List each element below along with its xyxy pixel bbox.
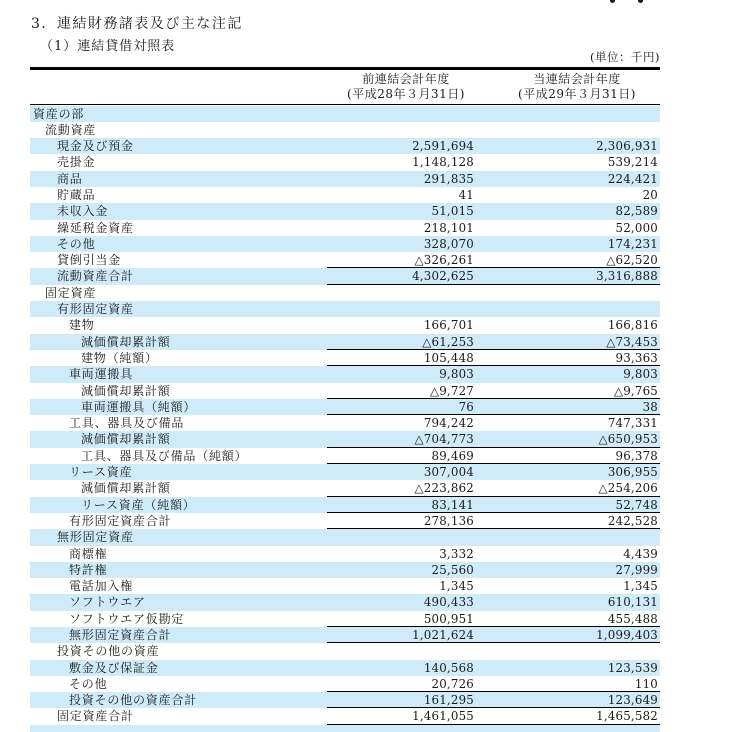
account-label: 無形固定資産合計 xyxy=(69,628,172,642)
amount-cells xyxy=(327,627,660,643)
amount-cells xyxy=(327,448,660,464)
table-row xyxy=(30,268,660,284)
amount-prev-year: 161,295 xyxy=(423,693,474,708)
amount-prev-year: 41 xyxy=(458,187,474,202)
account-label: 固定資産合計 xyxy=(57,709,134,724)
table-row xyxy=(30,513,660,529)
amount-prev-year: △326,261 xyxy=(414,253,474,268)
account-label: 車両運搬具（純額） xyxy=(81,399,197,414)
amount-prev-year: 105,448 xyxy=(423,350,474,365)
amount-cells xyxy=(327,660,660,676)
amount-prev-year: 89,469 xyxy=(431,448,474,463)
amount-prev-year xyxy=(327,301,474,317)
amount-prev-year xyxy=(327,106,474,122)
table-row xyxy=(30,350,660,366)
table-row xyxy=(30,643,660,659)
amount-curr-year: △650,953 xyxy=(598,432,658,447)
account-label: リース資産（純額） xyxy=(81,497,196,512)
table-row xyxy=(30,611,660,627)
table-row xyxy=(30,285,660,301)
amount-prev-year: 291,835 xyxy=(423,171,474,186)
amount-cells xyxy=(327,692,660,708)
table-row xyxy=(30,301,660,317)
amount-cells xyxy=(327,334,660,350)
table-row xyxy=(30,692,660,708)
amount-curr-year: 123,649 xyxy=(607,693,658,708)
amount-prev-year xyxy=(327,122,474,138)
table-row xyxy=(30,154,660,170)
account-label: 建物 xyxy=(69,318,95,333)
table-row xyxy=(30,106,660,122)
amount-curr-year: 9,803 xyxy=(623,367,658,382)
table-row xyxy=(30,236,660,252)
amount-prev-year: 76 xyxy=(458,399,474,414)
table-row xyxy=(30,334,660,350)
amount-cells xyxy=(327,154,660,170)
amount-curr-year: 3,316,888 xyxy=(596,269,658,284)
amount-curr-year: △62,520 xyxy=(606,253,658,268)
account-label: 固定資産 xyxy=(45,285,97,300)
column-header-prev-year xyxy=(330,72,482,101)
amount-cells xyxy=(327,594,660,610)
amount-curr-year: 610,131 xyxy=(607,595,658,610)
amount-prev-year: 20,726 xyxy=(431,676,474,691)
amount-curr-year: 747,331 xyxy=(607,416,658,431)
amount-cells xyxy=(327,708,660,724)
account-label: 売掛金 xyxy=(57,155,96,170)
amount-cells xyxy=(327,301,660,317)
amount-curr-year: 52,000 xyxy=(615,220,658,235)
amount-cells xyxy=(327,268,660,284)
account-label: 貸倒引当金 xyxy=(57,253,122,268)
amount-cells xyxy=(327,171,660,187)
amount-curr-year: 52,748 xyxy=(615,497,658,512)
amount-curr-year: 96,378 xyxy=(615,448,658,463)
account-label: その他 xyxy=(69,676,108,691)
amount-prev-year: 2,591,694 xyxy=(412,139,474,154)
table-row xyxy=(30,252,660,268)
amount-prev-year: △9,727 xyxy=(429,383,474,398)
amount-prev-year xyxy=(327,529,474,545)
amount-curr-year: △254,206 xyxy=(598,481,658,496)
account-label: 現金及び預金 xyxy=(57,139,134,154)
amount-curr-year: △73,453 xyxy=(606,334,658,349)
amount-cells xyxy=(327,562,660,578)
account-label: その他 xyxy=(57,236,96,251)
amount-curr-year: 242,528 xyxy=(607,513,658,528)
amount-prev-year: 51,015 xyxy=(431,204,474,219)
amount-curr-year xyxy=(474,122,660,138)
amount-curr-year: △9,765 xyxy=(613,383,658,398)
table-row xyxy=(30,529,660,545)
account-label: 車両運搬具 xyxy=(69,367,134,382)
amount-prev-year: 278,136 xyxy=(423,513,474,528)
account-label: ソフトウエア xyxy=(69,595,146,610)
account-label: 減価償却累計額 xyxy=(81,334,171,349)
amount-curr-year: 110 xyxy=(634,676,658,691)
amount-prev-year: 4,302,625 xyxy=(412,269,474,284)
table-row xyxy=(30,187,660,203)
amount-prev-year: 1,461,055 xyxy=(412,709,474,724)
table-row xyxy=(30,562,660,578)
amount-prev-year: △61,253 xyxy=(422,334,474,349)
unit-note: (単位：千円) xyxy=(590,50,660,64)
table-row xyxy=(30,431,660,447)
amount-prev-year: 25,560 xyxy=(431,562,474,577)
amount-prev-year: 1,148,128 xyxy=(412,155,474,170)
table-row xyxy=(30,448,660,464)
account-label: 工具、器具及び備品 xyxy=(69,416,185,431)
amount-cells xyxy=(327,546,660,562)
amount-cells xyxy=(327,431,660,447)
amount-prev-year: 140,568 xyxy=(423,660,474,675)
account-label: 貯蔵品 xyxy=(57,187,96,202)
amount-cells xyxy=(327,383,660,399)
amount-cells xyxy=(327,285,660,301)
amount-curr-year: 224,421 xyxy=(607,171,658,186)
table-row xyxy=(30,122,660,138)
amount-curr-year xyxy=(474,285,660,301)
account-label: 無形固定資産 xyxy=(57,530,134,545)
amount-prev-year: 83,141 xyxy=(431,497,474,512)
table-row xyxy=(30,578,660,594)
cropped-text-fragment xyxy=(638,0,643,3)
amount-cells xyxy=(327,513,660,529)
amount-cells xyxy=(327,464,660,480)
account-label: 減価償却累計額 xyxy=(81,481,171,496)
amount-curr-year: 4,439 xyxy=(623,546,658,561)
amount-curr-year: 2,306,931 xyxy=(596,139,658,154)
amount-cells xyxy=(327,480,660,496)
amount-prev-year: 1,021,624 xyxy=(412,628,474,642)
amount-curr-year: 306,955 xyxy=(607,465,658,480)
amount-cells xyxy=(327,366,660,382)
account-label: 商標権 xyxy=(69,546,108,561)
amount-curr-year: 1,345 xyxy=(623,579,658,594)
table-row xyxy=(30,546,660,562)
column-header-prev-year-title: 前連結会計年度 xyxy=(362,72,450,86)
amount-curr-year: 20 xyxy=(642,187,658,202)
amount-cells xyxy=(327,236,660,252)
table-row xyxy=(30,203,660,219)
amount-prev-year xyxy=(327,285,474,301)
account-label: 資産の部 xyxy=(33,106,85,121)
account-label: リース資産 xyxy=(69,465,133,480)
column-header-curr-year-title: 当連結会計年度 xyxy=(533,72,621,86)
table-top-rule xyxy=(30,67,660,70)
table-row xyxy=(30,383,660,399)
amount-cells xyxy=(327,676,660,692)
amount-prev-year: 307,004 xyxy=(423,465,474,480)
amount-prev-year: 1,345 xyxy=(439,579,474,594)
amount-curr-year: 1,465,582 xyxy=(596,709,658,724)
amount-cells xyxy=(327,187,660,203)
amount-curr-year: 174,231 xyxy=(607,236,658,251)
account-label: 電話加入権 xyxy=(69,579,134,594)
amount-prev-year: 3,332 xyxy=(439,546,474,561)
amount-prev-year: 166,701 xyxy=(423,318,474,333)
amount-cells xyxy=(327,611,660,627)
amount-cells xyxy=(327,529,660,545)
account-label: 有形固定資産合計 xyxy=(69,513,172,528)
amount-cells xyxy=(327,350,660,366)
account-label: 減価償却累計額 xyxy=(81,383,171,398)
amount-prev-year: 328,070 xyxy=(423,236,474,251)
amount-cells xyxy=(327,643,660,659)
account-label: 有形固定資産 xyxy=(57,302,134,317)
table-row xyxy=(30,497,660,513)
table-row-cutoff xyxy=(30,725,660,732)
amount-cells xyxy=(327,138,660,154)
amount-curr-year: 82,589 xyxy=(615,204,658,219)
account-label: ソフトウエア仮勘定 xyxy=(69,611,185,626)
amount-curr-year: 123,539 xyxy=(607,660,658,675)
account-label: 流動資産合計 xyxy=(57,269,134,284)
table-row xyxy=(30,708,660,724)
amount-curr-year: 93,363 xyxy=(615,350,658,365)
amount-curr-year: 38 xyxy=(642,399,658,414)
amount-curr-year: 27,999 xyxy=(615,562,658,577)
page-title: 3．連結財務諸表及び主な注記 xyxy=(31,16,243,32)
account-label: 未収入金 xyxy=(57,204,109,219)
amount-curr-year xyxy=(474,529,660,545)
table-row xyxy=(30,627,660,643)
section-title: （1）連結貸借対照表 xyxy=(40,39,176,54)
amount-cells xyxy=(327,106,660,122)
balance-sheet-table xyxy=(30,106,660,732)
column-header-curr-year-date: (平成29年３月31日) xyxy=(518,86,636,101)
table-row xyxy=(30,366,660,382)
account-label: 工具、器具及び備品（純額） xyxy=(81,448,248,463)
account-label: 商品 xyxy=(57,171,83,186)
amount-prev-year: △704,773 xyxy=(414,432,474,447)
amount-cells xyxy=(327,399,660,415)
amount-prev-year xyxy=(327,643,474,659)
amount-cells xyxy=(327,220,660,236)
amount-cells xyxy=(327,578,660,594)
amount-cells xyxy=(327,252,660,268)
amount-cells xyxy=(327,317,660,333)
account-label: 敷金及び保証金 xyxy=(69,660,159,675)
amount-curr-year: 539,214 xyxy=(607,155,658,170)
account-label: 投資その他の資産合計 xyxy=(69,693,198,708)
table-row xyxy=(30,464,660,480)
amount-prev-year: 794,242 xyxy=(423,416,474,431)
amount-curr-year: 455,488 xyxy=(607,611,658,626)
table-row xyxy=(30,660,660,676)
amount-cells xyxy=(327,497,660,513)
amount-curr-year: 1,099,403 xyxy=(596,628,658,642)
amount-curr-year xyxy=(474,106,660,122)
table-row xyxy=(30,220,660,236)
account-label: 繰延税金資産 xyxy=(57,220,134,235)
table-row xyxy=(30,317,660,333)
account-label: 特許権 xyxy=(69,562,108,577)
amount-cells xyxy=(327,203,660,219)
cropped-text-fragment xyxy=(610,0,615,3)
amount-curr-year: 166,816 xyxy=(607,318,658,333)
column-header-curr-year xyxy=(495,72,659,101)
table-row xyxy=(30,480,660,496)
amount-cells xyxy=(327,122,660,138)
account-label: 減価償却累計額 xyxy=(81,432,171,447)
amount-prev-year: 500,951 xyxy=(423,611,474,626)
amount-curr-year xyxy=(474,643,660,659)
table-row xyxy=(30,138,660,154)
table-row xyxy=(30,415,660,431)
amount-prev-year: 9,803 xyxy=(439,367,474,382)
table-row xyxy=(30,676,660,692)
amount-cells xyxy=(327,415,660,431)
table-row xyxy=(30,171,660,187)
account-label: 建物（純額） xyxy=(81,350,158,365)
amount-prev-year: △223,862 xyxy=(414,481,474,496)
account-label: 流動資産 xyxy=(45,122,97,137)
account-label: 投資その他の資産 xyxy=(57,644,160,659)
table-row xyxy=(30,594,660,610)
column-header-prev-year-date: (平成28年３月31日) xyxy=(347,86,465,101)
table-row xyxy=(30,399,660,415)
amount-prev-year: 490,433 xyxy=(423,595,474,610)
amount-prev-year: 218,101 xyxy=(423,220,474,235)
amount-curr-year xyxy=(474,301,660,317)
